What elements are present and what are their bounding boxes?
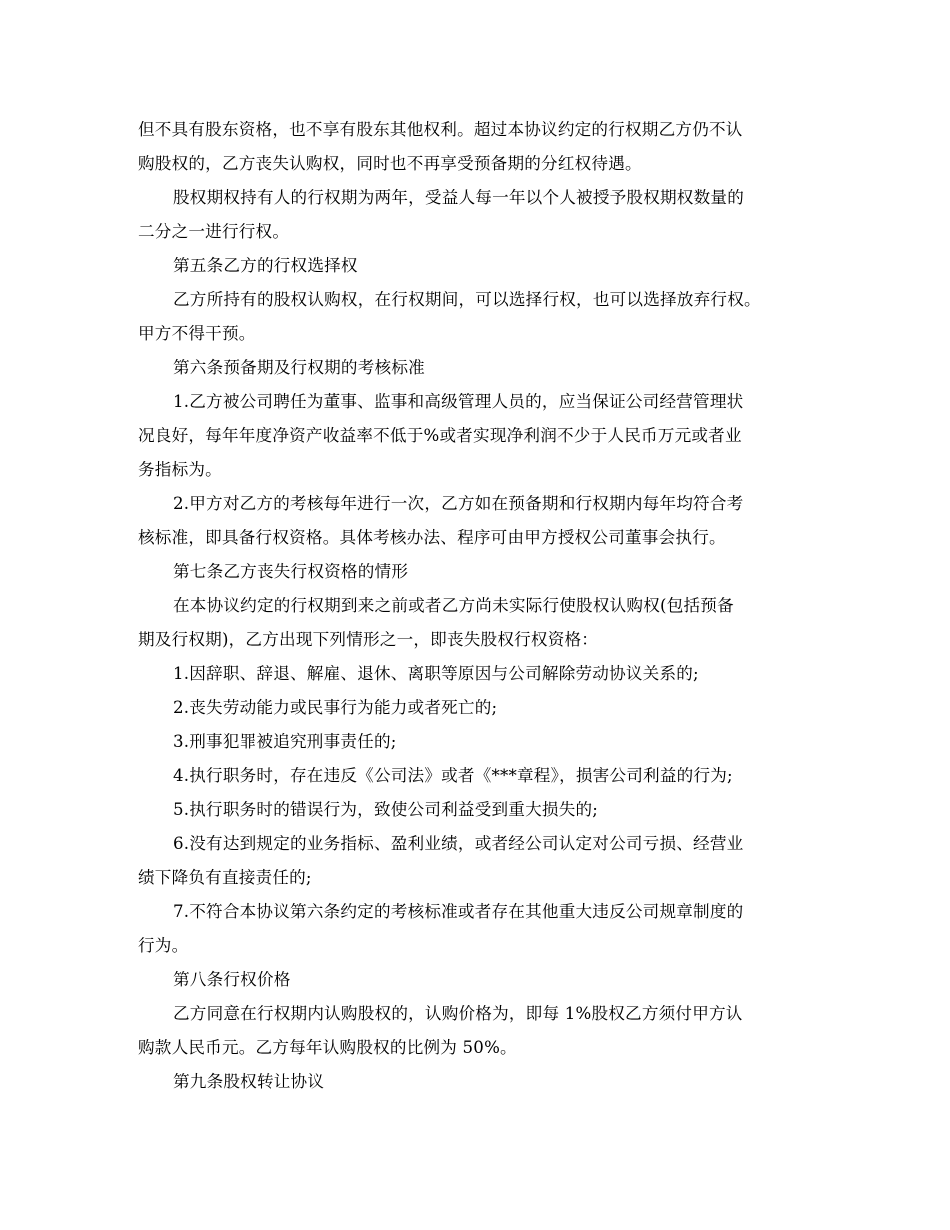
list-item-7-cont: 行为。	[138, 936, 189, 955]
text-line-28: 购款人民币元。乙方每年认购股权的比例为 50%。	[138, 1038, 517, 1057]
section-heading-9: 第九条股权转让协议	[173, 1072, 325, 1091]
list-item-2: 2.丧失劳动能力或民事行为能力或者死亡的;	[173, 698, 498, 717]
text-line-9: 1.乙方被公司聘任为董事、监事和高级管理人员的，应当保证公司经营管理状	[173, 392, 744, 411]
section-heading-5: 第五条乙方的行权选择权	[173, 256, 358, 275]
text-line-1: 但不具有股东资格，也不享有股东其他权利。超过本协议约定的行权期乙方仍不认	[138, 120, 743, 139]
text-line-7: 甲方不得干预。	[138, 324, 256, 343]
text-line-15: 在本协议约定的行权期到来之前或者乙方尚未实际行使股权认购权(包括预备	[173, 596, 734, 615]
section-heading-7: 第七条乙方丧失行权资格的情形	[173, 562, 409, 581]
section-heading-6: 第六条预备期及行权期的考核标准	[173, 358, 425, 377]
list-item-5: 5.执行职务时的错误行为，致使公司利益受到重大损失的;	[173, 800, 599, 819]
text-line-27: 乙方同意在行权期内认购股权的，认购价格为，即每 1%股权乙方须付甲方认	[173, 1004, 743, 1023]
list-item-3: 3.刑事犯罪被追究刑事责任的;	[173, 732, 397, 751]
text-line-12: 2.甲方对乙方的考核每年进行一次，乙方如在预备期和行权期内每年均符合考	[173, 494, 744, 513]
section-heading-8: 第八条行权价格	[173, 970, 291, 989]
document-page	[138, 113, 828, 1099]
text-line-6: 乙方所持有的股权认购权，在行权期间，可以选择行权，也可以选择放弃行权。	[173, 290, 761, 309]
text-line-16: 期及行权期)，乙方出现下列情形之一，即丧失股权行权资格：	[138, 630, 599, 649]
text-line-10: 况良好，每年年度净资产收益率不低于%或者实现净利润不少于人民币万元或者业	[138, 426, 742, 445]
text-line-3: 股权期权持有人的行权期为两年，受益人每一年以个人被授予股权期权数量的	[173, 188, 744, 207]
list-item-6-cont: 绩下降负有直接责任的;	[138, 868, 312, 887]
text-line-4: 二分之一进行行权。	[138, 222, 290, 241]
text-line-11: 务指标为。	[138, 460, 222, 479]
text-line-13: 核标准，即具备行权资格。具体考核办法、程序可由甲方授权公司董事会执行。	[138, 528, 726, 547]
list-item-7: 7.不符合本协议第六条约定的考核标准或者存在其他重大违反公司规章制度的	[173, 902, 744, 921]
list-item-4: 4.执行职务时，存在违反《公司法》或者《***章程》，损害公司利益的行为;	[173, 766, 733, 785]
list-item-6: 6.没有达到规定的业务指标、盈利业绩，或者经公司认定对公司亏损、经营业	[173, 834, 744, 853]
text-line-2: 购股权的，乙方丧失认购权，同时也不再享受预备期的分红权待遇。	[138, 154, 642, 173]
list-item-1: 1.因辞职、辞退、解雇、退休、离职等原因与公司解除劳动协议关系的;	[173, 664, 699, 683]
